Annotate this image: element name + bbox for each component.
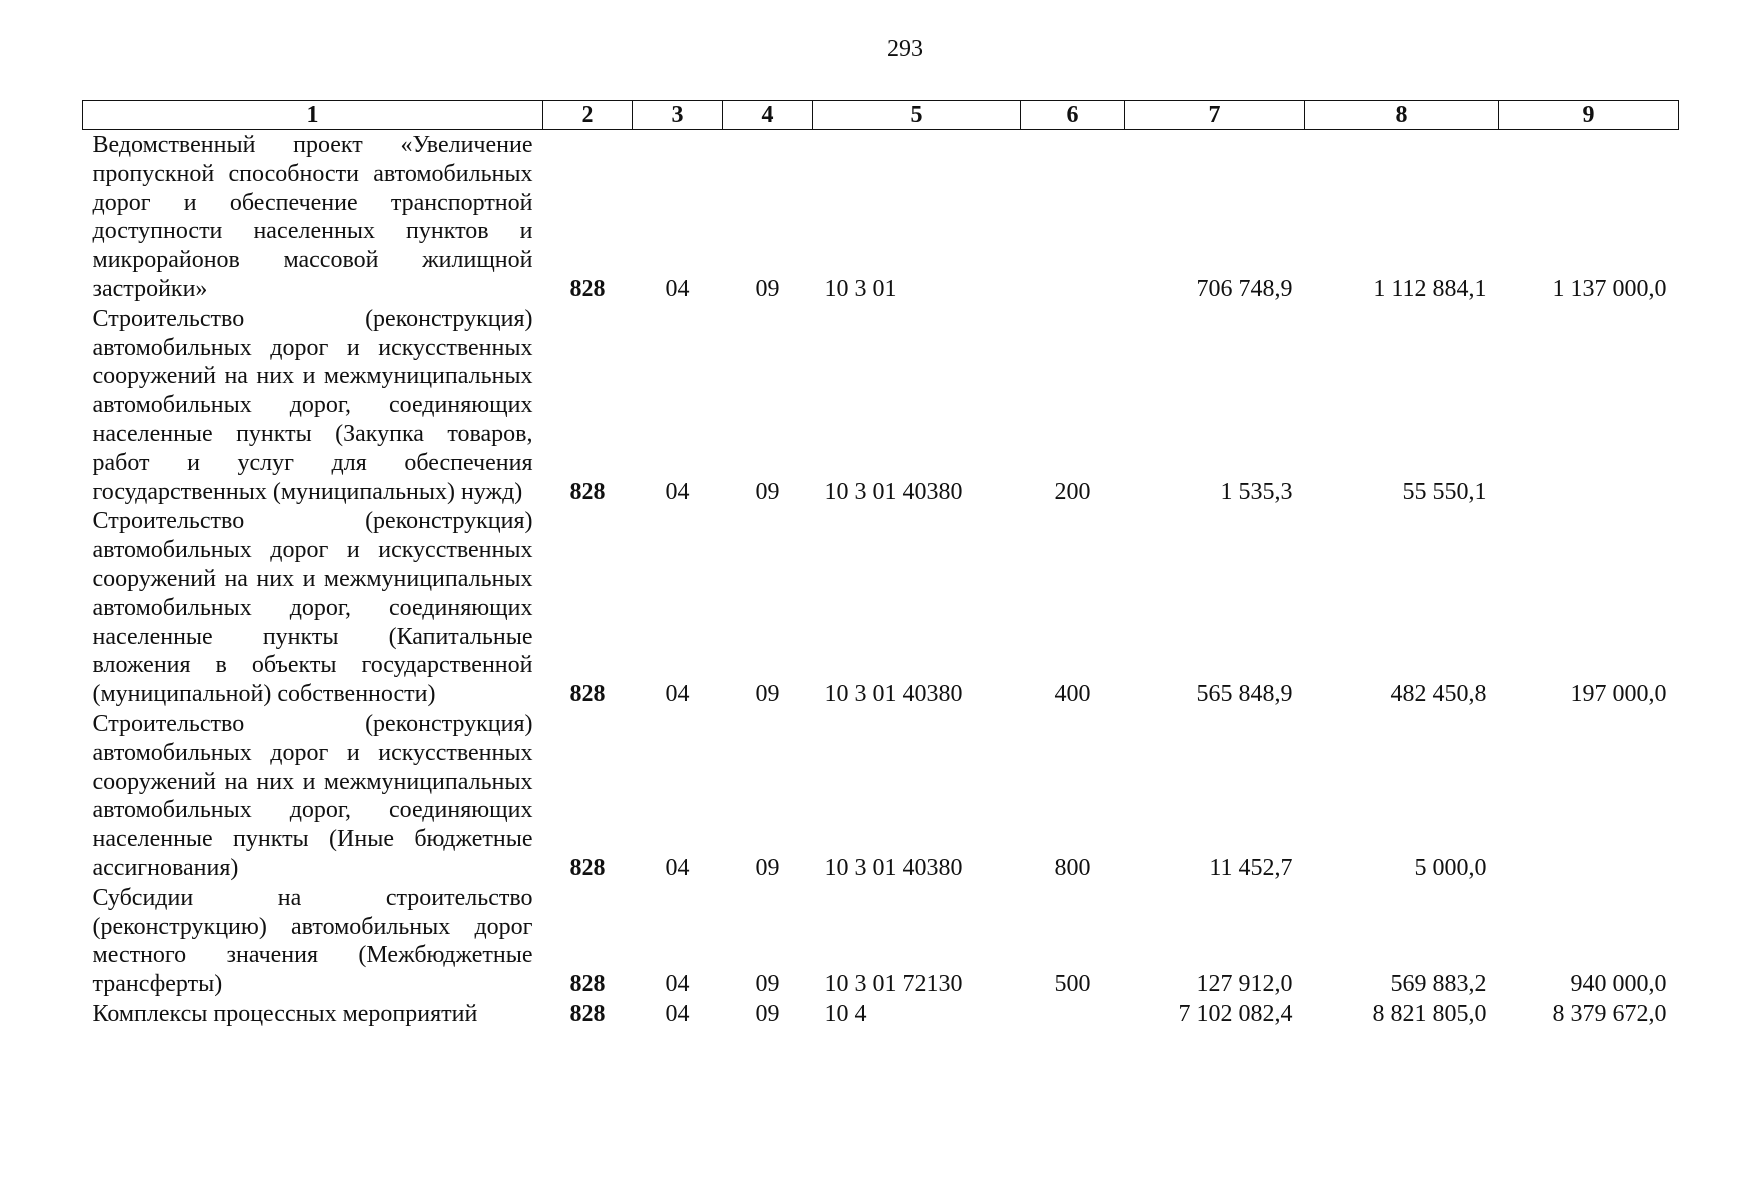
budget-table — [82, 100, 1679, 1029]
row-name: Строительство (реконструкция) автомобильных дорог и искусственных сооружений на них и межмуниципальных автомобильных дорог, соединяющих населенные пункты (Капитальные вложения в объекты государственной (муниципальной) собственности) — [92, 508, 533, 708]
row-amount-col-8: 482 450,8 — [1390, 681, 1487, 708]
row-amount-col-8: 569 883,2 — [1390, 971, 1487, 998]
table-row — [83, 709, 1679, 883]
header-col-3: 3 — [633, 101, 723, 130]
row-amount-col-9 — [1499, 709, 1679, 883]
row-amount-col-8: 55 550,1 — [1402, 478, 1487, 505]
row-name: Комплексы процессных мероприятий — [92, 1000, 478, 1027]
header-row — [83, 101, 1679, 130]
row-code-expense-type: 400 — [1054, 681, 1091, 708]
row-code-target: 10 3 01 40380 — [824, 681, 963, 708]
header-col-5: 5 — [813, 101, 1021, 130]
row-amount-col-7: 565 848,9 — [1196, 681, 1293, 708]
row-code-expense-type: 800 — [1054, 854, 1091, 881]
table-row — [83, 506, 1679, 709]
row-code-subsection: 09 — [755, 478, 780, 505]
table-row — [83, 304, 1679, 507]
page-number: 293 — [887, 36, 923, 62]
row-amount-col-7: 1 535,3 — [1220, 478, 1293, 505]
row-code-expense-type: 500 — [1054, 971, 1091, 998]
row-code-ved: 828 — [569, 681, 606, 708]
table-header — [83, 101, 1679, 130]
row-code-expense-type: 200 — [1054, 478, 1091, 505]
header-col-9: 9 — [1499, 101, 1679, 130]
row-amount-col-7: 11 452,7 — [1209, 854, 1293, 881]
row-name: Субсидии на строительство (реконструкцию) автомобильных дорог местного значения (Межбюджетные трансферты) — [92, 884, 533, 998]
row-amount-col-9: 1 137 000,0 — [1552, 275, 1667, 302]
table-row — [83, 883, 1679, 999]
row-code-expense-type — [1021, 999, 1125, 1029]
row-amount-col-7: 706 748,9 — [1196, 275, 1293, 302]
row-code-section: 04 — [665, 854, 690, 881]
row-code-ved: 828 — [569, 275, 606, 302]
header-col-8: 8 — [1305, 101, 1499, 130]
row-code-ved: 828 — [569, 1000, 606, 1027]
row-code-ved: 828 — [569, 854, 606, 881]
row-code-subsection: 09 — [755, 854, 780, 881]
table-body — [83, 130, 1679, 1029]
row-amount-col-8: 1 112 884,1 — [1373, 275, 1487, 302]
row-code-ved: 828 — [569, 971, 606, 998]
row-amount-col-9: 8 379 672,0 — [1552, 1000, 1667, 1027]
row-code-section: 04 — [665, 275, 690, 302]
table-row — [83, 999, 1679, 1029]
row-code-target: 10 3 01 — [824, 275, 897, 302]
row-code-target: 10 3 01 40380 — [824, 854, 963, 881]
row-amount-col-9 — [1499, 304, 1679, 507]
row-code-subsection: 09 — [755, 275, 780, 302]
header-col-4: 4 — [723, 101, 813, 130]
row-amount-col-7: 7 102 082,4 — [1178, 1000, 1293, 1027]
row-amount-col-8: 5 000,0 — [1414, 854, 1487, 881]
row-code-target: 10 4 — [824, 1000, 867, 1027]
row-code-section: 04 — [665, 478, 690, 505]
row-code-subsection: 09 — [755, 681, 780, 708]
row-code-section: 04 — [665, 971, 690, 998]
row-code-target: 10 3 01 72130 — [824, 971, 963, 998]
row-amount-col-7: 127 912,0 — [1196, 971, 1293, 998]
row-amount-col-9: 940 000,0 — [1570, 971, 1667, 998]
row-amount-col-8: 8 821 805,0 — [1372, 1000, 1487, 1027]
row-code-section: 04 — [665, 1000, 690, 1027]
row-code-subsection: 09 — [755, 971, 780, 998]
row-name: Строительство (реконструкция) автомобильных дорог и искусственных сооружений на них и межмуниципальных автомобильных дорог, соединяющих населенные пункты (Иные бюджетные ассигнования) — [92, 710, 533, 881]
header-col-7: 7 — [1125, 101, 1305, 130]
row-code-section: 04 — [665, 681, 690, 708]
row-code-subsection: 09 — [755, 1000, 780, 1027]
table-row — [83, 130, 1679, 304]
header-col-1: 1 — [83, 101, 543, 130]
row-code-target: 10 3 01 40380 — [824, 478, 963, 505]
row-code-ved: 828 — [569, 478, 606, 505]
header-col-6: 6 — [1021, 101, 1125, 130]
header-col-2: 2 — [543, 101, 633, 130]
row-amount-col-9: 197 000,0 — [1570, 681, 1667, 708]
row-name: Строительство (реконструкция) автомобильных дорог и искусственных сооружений на них и межмуниципальных автомобильных дорог, соединяющих населенные пункты (Закупка товаров, работ и услуг для обеспечения государственных (муниципальных) нужд) — [92, 305, 533, 505]
row-code-expense-type — [1021, 130, 1125, 304]
row-name: Ведомственный проект «Увеличение пропускной способности автомобильных дорог и обеспечение транспортной доступности населенных пунктов и микрорайонов массовой жилищной застройки» — [92, 132, 533, 302]
